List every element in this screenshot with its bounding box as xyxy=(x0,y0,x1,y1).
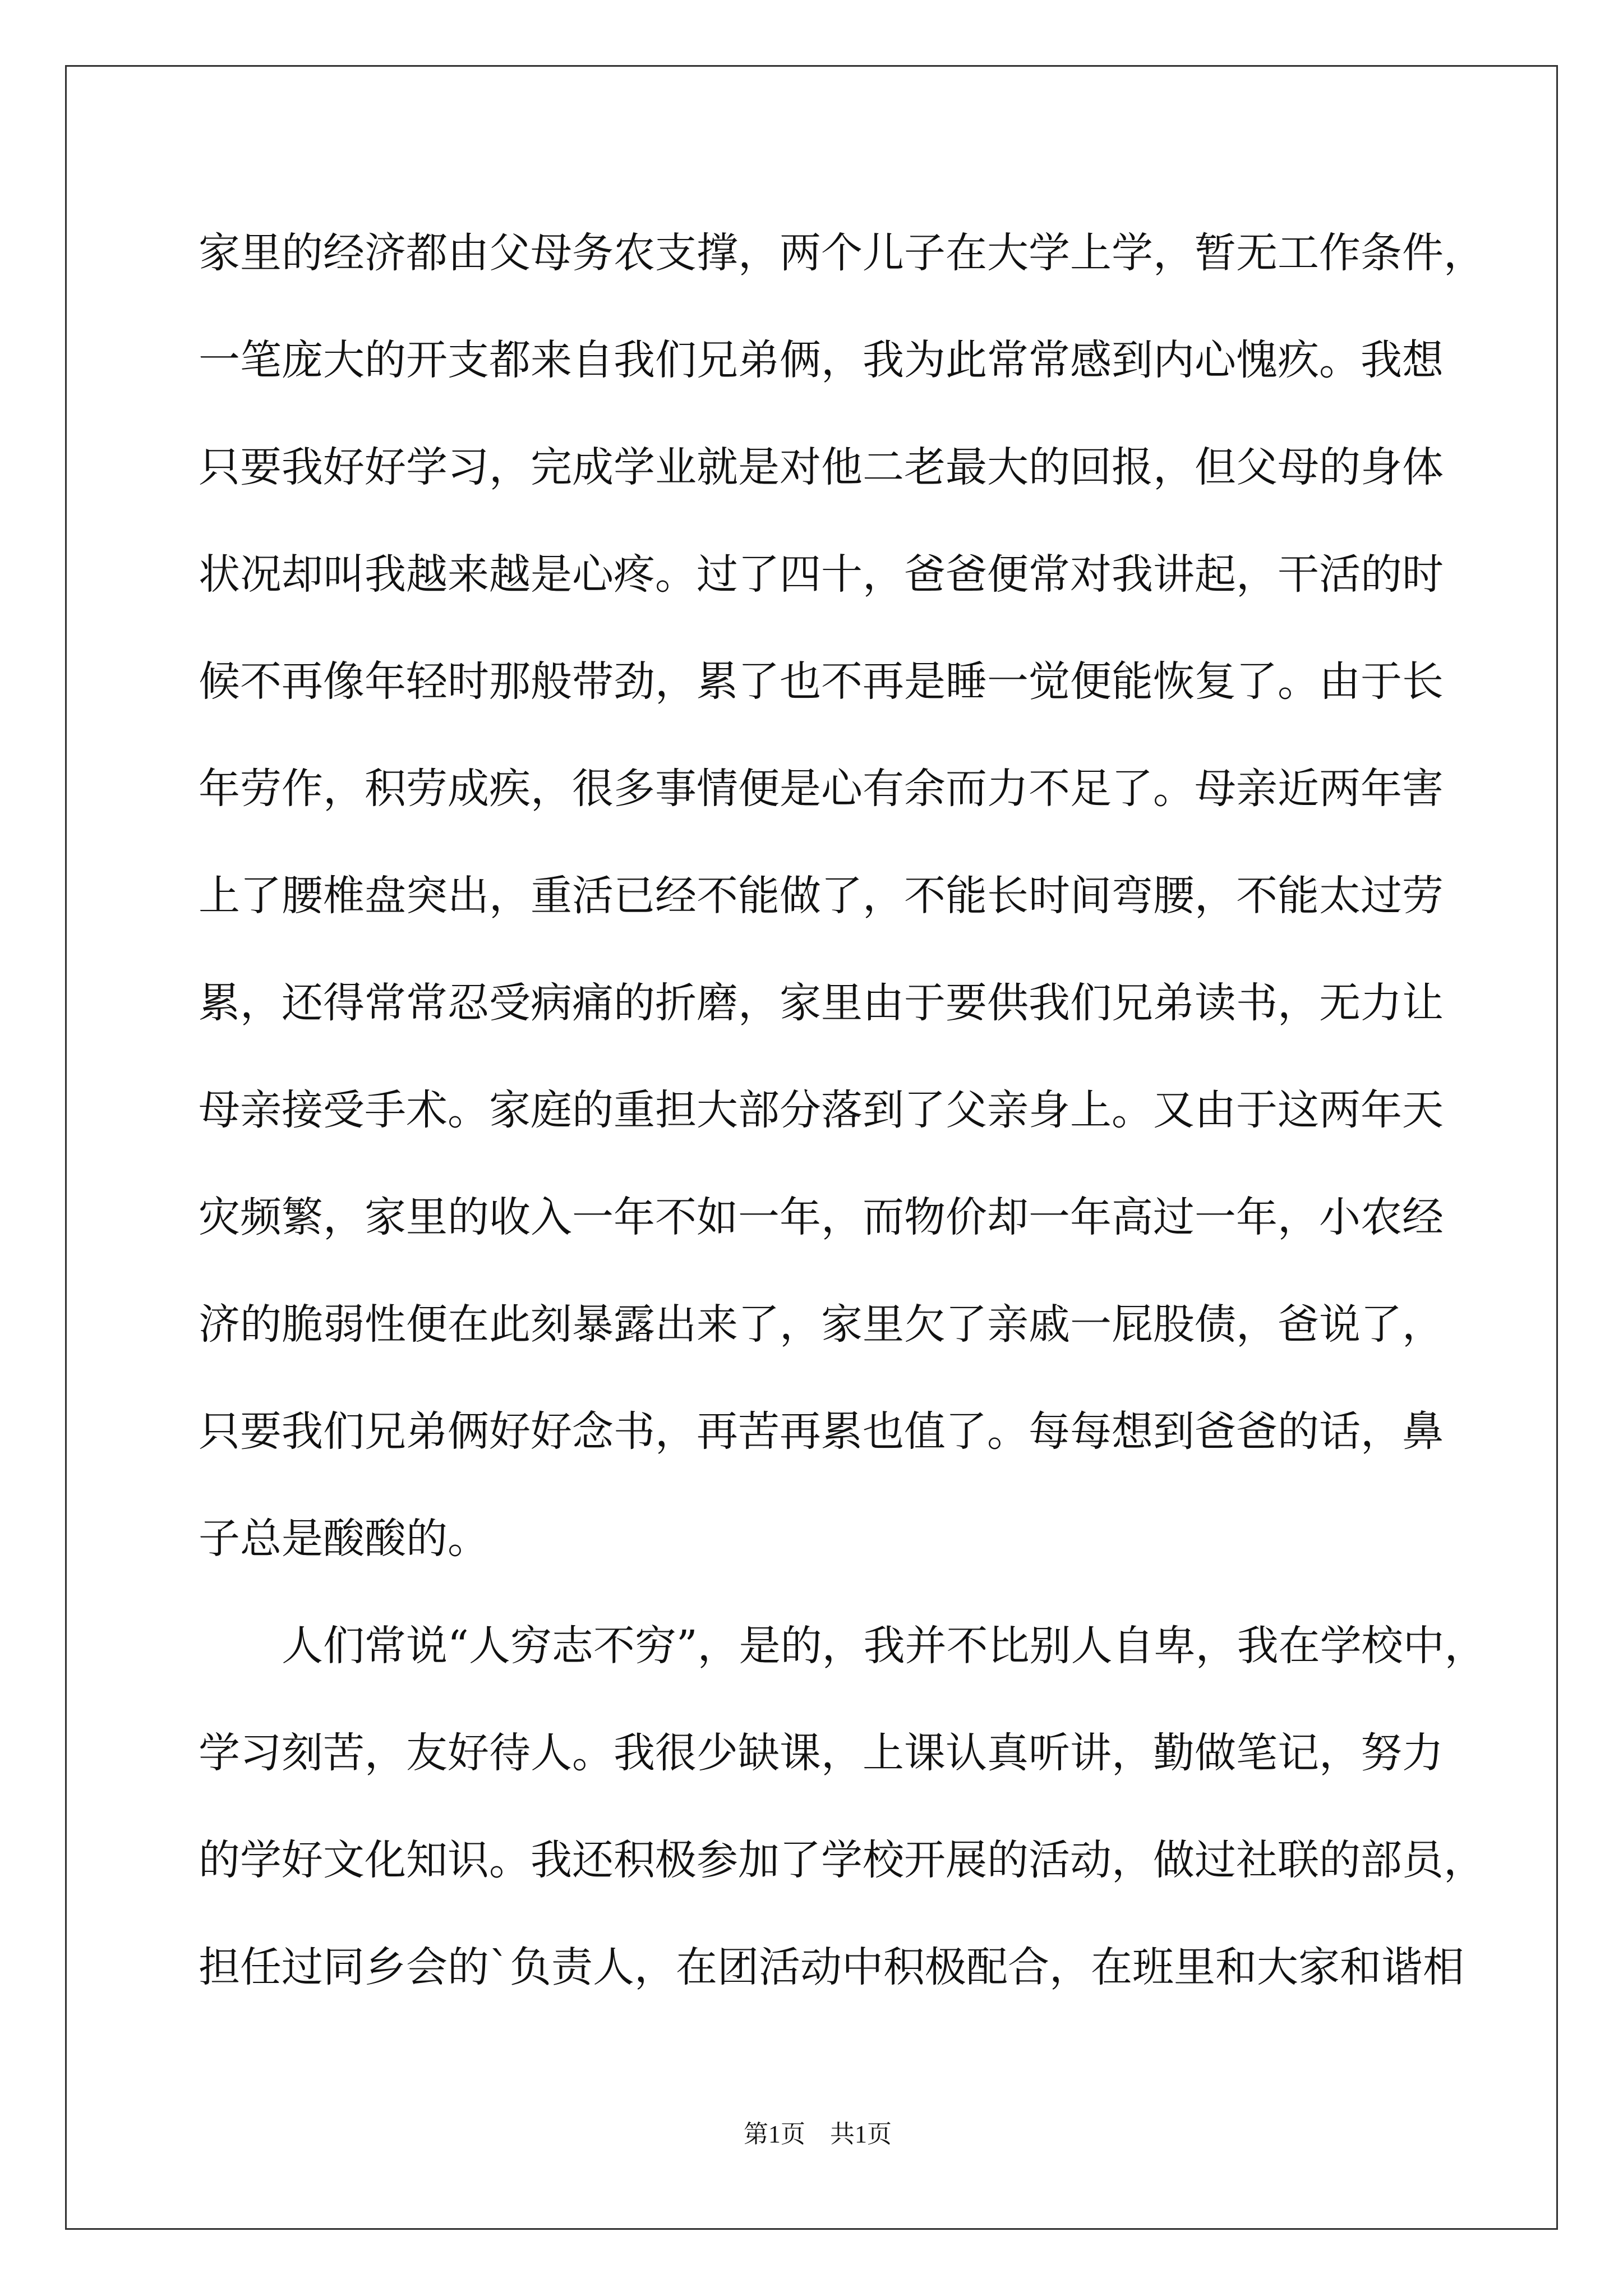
text-line: 只要我们兄弟俩好好念书，再苦再累也值了。每每想到爸爸的话，鼻 xyxy=(199,1407,1444,1456)
text-line: 只要我好好学习，完成学业就是对他二老最大的回报，但父母的身体 xyxy=(199,443,1444,491)
page-number-label: 第1页 共1页 xyxy=(744,2120,892,2148)
page-footer xyxy=(0,2084,1623,2151)
text-line: 候不再像年轻时那般带劲，累了也不再是睡一觉便能恢复了。由于长 xyxy=(199,657,1444,706)
text-line: 担任过同乡会的`负责人，在团活动中积极配合，在班里和大家和谐相 xyxy=(199,1943,1464,1991)
paragraph-1 xyxy=(199,200,1485,1593)
text-line: 母亲接受手术。家庭的重担大部分落到了父亲身上。又由于这两年天 xyxy=(199,1086,1444,1134)
text-line: 的学好文化知识。我还积极参加了学校开展的活动，做过社联的部员， xyxy=(199,1836,1485,1884)
text-line: 一笔庞大的开支都来自我们兄弟俩，我为此常常感到内心愧疚。我想 xyxy=(199,336,1444,384)
text-line: 家里的经济都由父母务农支撑，两个儿子在大学上学，暂无工作条件， xyxy=(199,229,1485,277)
text-line: 学习刻苦，友好待人。我很少缺课，上课认真听讲，勤做笔记，努力 xyxy=(199,1729,1444,1777)
text-line: 济的脆弱性便在此刻暴露出来了，家里欠了亲戚一屁股债，爸说了， xyxy=(199,1300,1444,1349)
text-line: 状况却叫我越来越是心疼。过了四十，爸爸便常对我讲起，干活的时 xyxy=(199,550,1444,599)
text-line: 灾频繁，家里的收入一年不如一年，而物价却一年高过一年，小农经 xyxy=(199,1193,1444,1241)
text-line: 年劳作，积劳成疾，很多事情便是心有余而力不足了。母亲近两年害 xyxy=(199,765,1444,813)
paragraph-2 xyxy=(199,1593,1486,2021)
text-line: 上了腰椎盘突出，重活已经不能做了，不能长时间弯腰，不能太过劳 xyxy=(199,872,1444,920)
text-line: 子总是酸酸的。 xyxy=(199,1515,489,1563)
text-line: 累，还得常常忍受病痛的折磨，家里由于要供我们兄弟读书，无力让 xyxy=(199,979,1444,1027)
document-body xyxy=(199,200,1486,2021)
text-line: 人们常说“人穷志不穷”，是的，我并不比别人自卑，我在学校中， xyxy=(282,1622,1486,1670)
